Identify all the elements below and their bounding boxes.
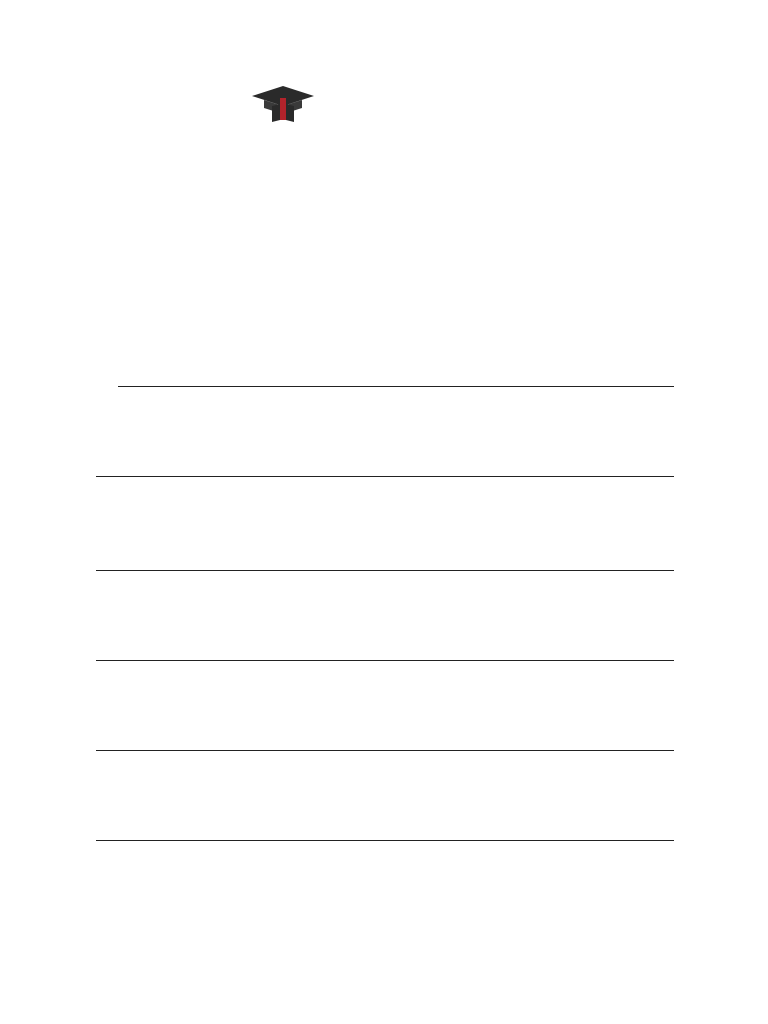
graduation-cap-logo-icon bbox=[250, 84, 316, 124]
answer-line-2[interactable] bbox=[96, 476, 674, 477]
answer-line-6[interactable] bbox=[96, 840, 674, 841]
answer-line-1[interactable] bbox=[118, 386, 674, 387]
school-logo bbox=[250, 84, 520, 124]
answer-line-5[interactable] bbox=[96, 750, 674, 751]
answer-line-3[interactable] bbox=[96, 570, 674, 571]
worksheet-title-block bbox=[0, 148, 768, 166]
answer-line-4[interactable] bbox=[96, 660, 674, 661]
worksheet-subtitle-block bbox=[0, 192, 768, 210]
